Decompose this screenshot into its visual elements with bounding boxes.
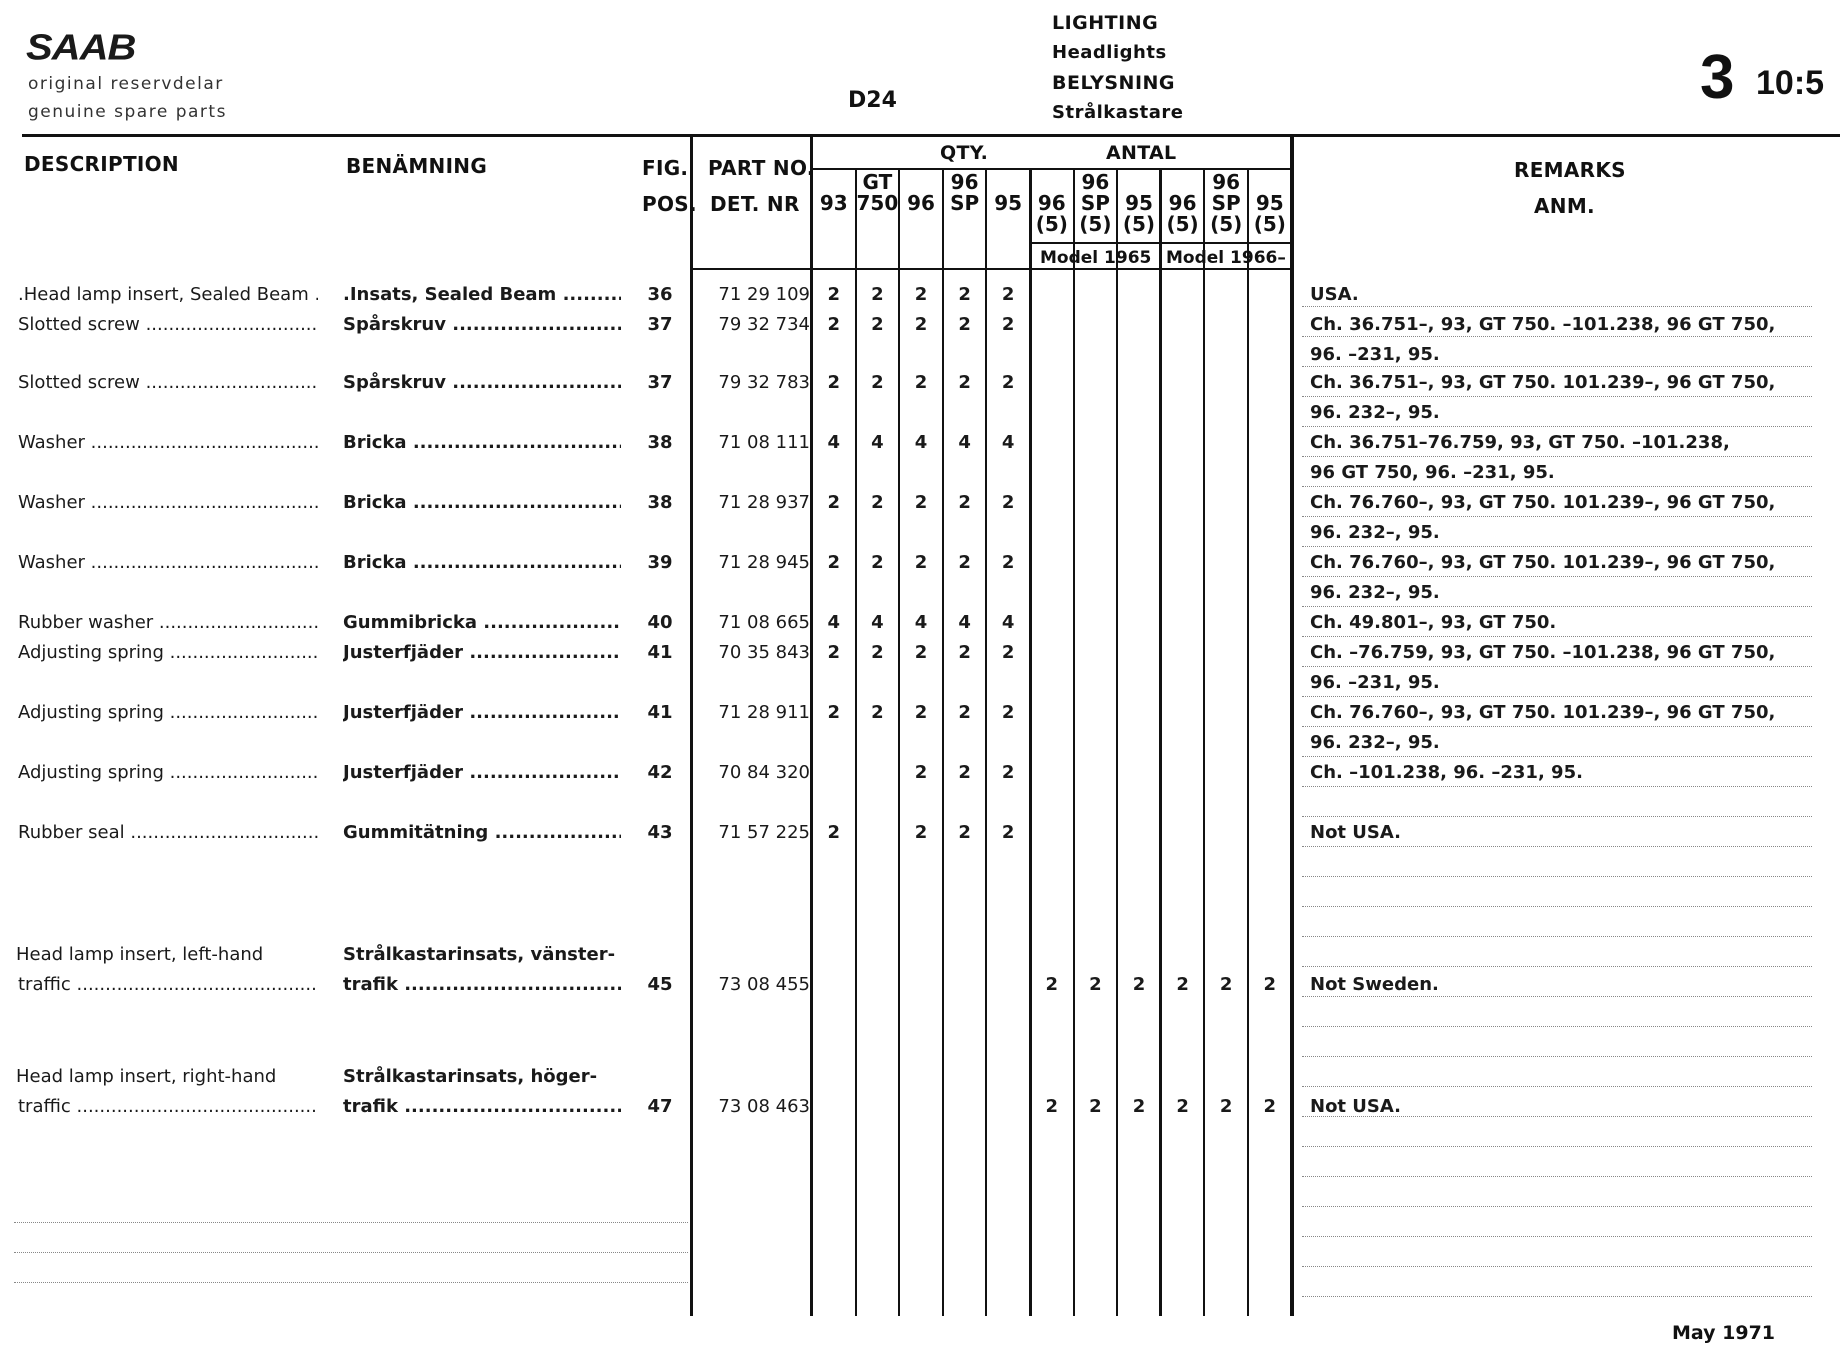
qty-column-header xyxy=(1248,172,1292,235)
subject-belysning: BELYSNING xyxy=(1052,72,1176,94)
row-description: Slotted screw ..... xyxy=(18,372,318,393)
row-description: Head lamp insert, left-hand xyxy=(16,944,264,965)
row-qty: 2 xyxy=(827,314,841,335)
row-part-no: 71 29 109 xyxy=(718,284,810,305)
remarks-guide-line xyxy=(1302,816,1812,817)
row-part-no: 73 08 463 xyxy=(718,1096,810,1117)
qty-column-divider xyxy=(1073,168,1075,1316)
row-qty: 2 xyxy=(914,822,928,843)
row-remark: 96 GT 750, 96. –231, 95. xyxy=(1310,462,1555,483)
remarks-guide-line xyxy=(1302,786,1812,787)
row-remark: Ch. 76.760–, 93, GT 750. 101.239–, 96 GT 750, xyxy=(1310,702,1776,723)
brand-line-2: genuine spare parts xyxy=(28,102,227,122)
row-qty: 2 xyxy=(914,492,928,513)
subject-headlights: Headlights xyxy=(1052,42,1167,63)
row-remark: 96. 232–, 95. xyxy=(1310,732,1440,753)
row-qty: 2 xyxy=(1001,762,1015,783)
row-part-no: 71 08 111 xyxy=(718,432,810,453)
row-benamning: Bricka ..... xyxy=(343,432,621,453)
row-part-no: 70 35 843 xyxy=(718,642,810,663)
row-description: Slotted screw ..... xyxy=(18,314,318,335)
row-description: Rubber seal ..... xyxy=(18,822,318,843)
qty-column-header xyxy=(1204,172,1248,235)
row-qty: 2 xyxy=(871,702,884,723)
row-qty: 2 xyxy=(1001,552,1015,573)
row-part-no: 79 32 734 xyxy=(718,314,810,335)
row-qty: 2 xyxy=(1001,314,1015,335)
qty-column-divider xyxy=(898,168,900,1316)
col-antal: ANTAL xyxy=(1106,142,1177,164)
row-benamning: Strålkastarinsats, höger- xyxy=(343,1066,598,1087)
row-qty: 2 xyxy=(958,492,971,513)
row-qty: 2 xyxy=(871,314,884,335)
row-fig-pos: 38 xyxy=(647,432,673,453)
row-fig-pos: 38 xyxy=(647,492,673,513)
row-qty: 4 xyxy=(914,432,928,453)
row-benamning: Gummibricka ..... xyxy=(343,612,621,633)
col-det-nr: DET. NR xyxy=(710,192,800,216)
qty-header-top xyxy=(1248,172,1292,193)
qty-header-top xyxy=(812,172,856,193)
model-code: D24 xyxy=(848,88,897,113)
qty-column-header xyxy=(943,172,987,214)
qty-column-divider xyxy=(985,168,987,1316)
row-qty: 2 xyxy=(914,314,928,335)
row-qty: 2 xyxy=(1132,974,1146,995)
remarks-guide-line xyxy=(1302,696,1812,697)
row-qty: 2 xyxy=(1089,974,1102,995)
row-qty: 2 xyxy=(1045,974,1059,995)
remarks-guide-line xyxy=(1302,1206,1812,1207)
qty-header-bottom: 96 xyxy=(907,191,935,215)
row-qty: 2 xyxy=(914,642,928,663)
col-benamning: BENÄMNING xyxy=(346,154,488,178)
qty-header-top xyxy=(1117,172,1161,193)
row-qty: 2 xyxy=(914,284,928,305)
qty-header-bottom: 95 xyxy=(1255,191,1284,215)
qty-header-sub: (5) xyxy=(1122,212,1156,236)
row-benamning: Spårskruv ..... xyxy=(343,314,621,335)
remarks-guide-line xyxy=(1302,1086,1812,1087)
row-qty: 2 xyxy=(1045,1096,1059,1117)
row-remark: 96. –231, 95. xyxy=(1310,672,1440,693)
row-qty: 4 xyxy=(914,612,928,633)
row-part-no: 79 32 783 xyxy=(718,372,810,393)
row-qty: 2 xyxy=(958,284,971,305)
row-description: Head lamp insert, right-hand xyxy=(16,1066,277,1087)
remarks-guide-line xyxy=(1302,756,1812,757)
row-remark: Ch. –76.759, 93, GT 750. –101.238, 96 GT 750, xyxy=(1310,642,1776,663)
row-qty: 2 xyxy=(827,492,841,513)
row-qty: 2 xyxy=(958,552,971,573)
subject-lighting: LIGHTING xyxy=(1052,12,1159,34)
row-fig-pos: 40 xyxy=(647,612,673,633)
row-description: Adjusting spring ..... xyxy=(18,642,318,663)
row-remark: Not USA. xyxy=(1310,822,1401,843)
qty-header-top xyxy=(1161,172,1205,193)
remarks-guide-line xyxy=(1302,306,1812,307)
qty-column-divider xyxy=(1029,168,1032,1316)
qty-header-bottom: 96 xyxy=(1168,191,1197,215)
row-remark: Not Sweden. xyxy=(1310,974,1439,995)
row-fig-pos: 41 xyxy=(647,642,673,663)
row-qty: 2 xyxy=(827,372,841,393)
row-benamning: Justerfjäder ..... xyxy=(343,762,621,783)
row-remark: USA. xyxy=(1310,284,1359,305)
qty-header-bottom: 95 xyxy=(1125,191,1153,215)
remarks-guide-line xyxy=(1302,546,1812,547)
brand-line-1: original reservdelar xyxy=(28,74,224,94)
qty-header-top: 96 xyxy=(950,170,979,194)
remarks-guide-line xyxy=(1302,486,1812,487)
row-qty: 2 xyxy=(958,314,971,335)
part-qty-divider xyxy=(810,136,813,1316)
row-qty: 2 xyxy=(1219,1096,1233,1117)
row-benamning: Gummitätning ..... xyxy=(343,822,621,843)
row-benamning: Justerfjäder ..... xyxy=(343,702,621,723)
remarks-guide-line xyxy=(1302,576,1812,577)
row-description: Washer ..... xyxy=(18,492,318,513)
qty-header-top: 96 xyxy=(1081,170,1110,194)
column-head-bottom-rule xyxy=(692,268,1292,270)
row-qty: 2 xyxy=(1001,492,1015,513)
row-qty: 2 xyxy=(1001,642,1015,663)
qty-column-header xyxy=(1074,172,1118,235)
row-remark: Ch. 76.760–, 93, GT 750. 101.239–, 96 GT 750, xyxy=(1310,492,1776,513)
remarks-guide-line xyxy=(1302,1116,1812,1117)
remarks-guide-line xyxy=(1302,1266,1812,1267)
remarks-guide-line xyxy=(1302,1236,1812,1237)
row-qty: 2 xyxy=(1176,974,1189,995)
row-description: Rubber washer ..... xyxy=(18,612,318,633)
row-qty: 2 xyxy=(1001,372,1015,393)
row-qty: 4 xyxy=(871,432,884,453)
remarks-guide-line xyxy=(1302,1056,1812,1057)
row-remark: 96. 232–, 95. xyxy=(1310,522,1440,543)
row-fig-pos: 36 xyxy=(647,284,673,305)
qty-header-sub: (5) xyxy=(1253,212,1286,236)
qty-column-header xyxy=(1161,172,1205,235)
row-fig-pos: 45 xyxy=(647,974,673,995)
row-qty: 2 xyxy=(871,372,884,393)
qty-header-top xyxy=(1030,172,1074,193)
qty-header-top: GT xyxy=(862,170,893,194)
row-qty: 2 xyxy=(958,372,971,393)
qty-header-bottom: SP xyxy=(1211,191,1241,215)
row-qty: 2 xyxy=(1219,974,1233,995)
col-remarks: REMARKS xyxy=(1514,158,1626,182)
row-benamning-cont: trafik ..... xyxy=(343,1096,621,1117)
qty-column-divider xyxy=(1247,168,1249,1316)
model-1966-label: Model 1966– xyxy=(1166,248,1286,268)
qty-header-bottom: 95 xyxy=(994,191,1023,215)
remarks-guide-line xyxy=(1302,456,1812,457)
row-benamning: Strålkastarinsats, vänster- xyxy=(343,944,616,965)
row-part-no: 71 28 937 xyxy=(718,492,810,513)
qty-column-header xyxy=(856,172,900,214)
remarks-guide-line xyxy=(1302,396,1812,397)
section-subnumber: 10:5 xyxy=(1756,64,1825,102)
remarks-guide-line xyxy=(1302,426,1812,427)
remarks-guide-line xyxy=(1302,876,1812,877)
col-qty: QTY. xyxy=(940,142,989,164)
section-number: 3 xyxy=(1700,43,1735,112)
row-qty: 2 xyxy=(958,822,971,843)
row-part-no: 71 28 945 xyxy=(718,552,810,573)
qty-header-sub: (5) xyxy=(1035,212,1068,236)
row-description: Adjusting spring ..... xyxy=(18,702,318,723)
qty-header-bottom: SP xyxy=(950,191,980,215)
footer-date: May 1971 xyxy=(1672,1322,1776,1344)
row-description: Washer ..... xyxy=(18,432,318,453)
row-fig-pos: 43 xyxy=(647,822,673,843)
row-fig-pos: 47 xyxy=(647,1096,673,1117)
remarks-guide-line xyxy=(1302,336,1812,337)
row-qty: 4 xyxy=(827,612,841,633)
row-qty: 4 xyxy=(958,432,971,453)
remarks-guide-line xyxy=(1302,1146,1812,1147)
col-anm: ANM. xyxy=(1534,194,1595,218)
row-part-no: 70 84 320 xyxy=(718,762,810,783)
row-qty: 2 xyxy=(914,552,928,573)
row-qty: 2 xyxy=(1089,1096,1102,1117)
description-guide-line xyxy=(14,1222,688,1223)
remarks-guide-line xyxy=(1302,516,1812,517)
row-qty: 2 xyxy=(1263,974,1277,995)
col-part-no: PART NO. xyxy=(708,156,815,180)
qty-header-sub: (5) xyxy=(1166,212,1199,236)
remarks-guide-line xyxy=(1302,966,1812,967)
qty-column-divider xyxy=(855,168,857,1316)
qty-header-top xyxy=(899,172,943,193)
qty-header-bottom: 750 xyxy=(856,191,899,215)
row-qty: 4 xyxy=(871,612,884,633)
row-description-cont: traffic ..... xyxy=(18,1096,318,1117)
row-part-no: 73 08 455 xyxy=(718,974,810,995)
row-fig-pos: 37 xyxy=(647,372,673,393)
remarks-guide-line xyxy=(1302,846,1812,847)
qty-header-bottom: SP xyxy=(1080,191,1110,215)
row-qty: 2 xyxy=(871,552,884,573)
qty-column-divider xyxy=(1116,168,1118,1316)
row-qty: 2 xyxy=(827,702,841,723)
fig-part-divider xyxy=(690,136,693,1316)
qty-header-sub: (5) xyxy=(1079,212,1112,236)
row-qty: 4 xyxy=(958,612,971,633)
row-description: .Head lamp insert, Sealed Beam ..... xyxy=(18,284,318,305)
model-1965-label: Model 1965 xyxy=(1040,248,1152,268)
row-remark: Ch. 49.801–, 93, GT 750. xyxy=(1310,612,1557,633)
row-qty: 2 xyxy=(827,552,841,573)
saab-logo: SAAB xyxy=(26,28,136,68)
row-qty: 4 xyxy=(827,432,841,453)
row-qty: 2 xyxy=(1001,822,1015,843)
qty-column-divider xyxy=(1203,168,1205,1316)
row-benamning: Bricka ..... xyxy=(343,492,621,513)
col-pos: POS. xyxy=(642,192,697,216)
row-fig-pos: 39 xyxy=(647,552,673,573)
row-qty: 2 xyxy=(958,642,971,663)
qty-header-bottom: 96 xyxy=(1037,191,1066,215)
description-guide-line xyxy=(14,1252,688,1253)
remarks-guide-line xyxy=(1302,936,1812,937)
row-qty: 2 xyxy=(914,702,928,723)
row-description: Adjusting spring ..... xyxy=(18,762,318,783)
qty-header-top: 96 xyxy=(1212,170,1241,194)
row-fig-pos: 37 xyxy=(647,314,673,335)
row-fig-pos: 41 xyxy=(647,702,673,723)
row-qty: 4 xyxy=(1001,432,1015,453)
row-fig-pos: 42 xyxy=(647,762,673,783)
row-remark: Not USA. xyxy=(1310,1096,1401,1117)
row-qty: 2 xyxy=(958,762,971,783)
row-remark: Ch. 36.751–76.759, 93, GT 750. –101.238, xyxy=(1310,432,1730,453)
row-benamning: Spårskruv ..... xyxy=(343,372,621,393)
qty-remarks-divider xyxy=(1290,136,1294,1316)
row-benamning: Bricka ..... xyxy=(343,552,621,573)
row-remark: 96. 232–, 95. xyxy=(1310,582,1440,603)
row-part-no: 71 57 225 xyxy=(718,822,810,843)
qty-header-bottom: 93 xyxy=(819,191,848,215)
qty-column-header xyxy=(1030,172,1074,235)
row-qty: 4 xyxy=(1001,612,1015,633)
subject-stralkastare: Strålkastare xyxy=(1052,102,1184,123)
row-part-no: 71 08 665 xyxy=(718,612,810,633)
row-remark: Ch. 36.751–, 93, GT 750. –101.238, 96 GT 750, xyxy=(1310,314,1776,335)
remarks-guide-line xyxy=(1302,1176,1812,1177)
row-remark: 96. 232–, 95. xyxy=(1310,402,1440,423)
row-qty: 2 xyxy=(827,642,841,663)
row-qty: 2 xyxy=(1132,1096,1146,1117)
row-remark: Ch. –101.238, 96. –231, 95. xyxy=(1310,762,1583,783)
qty-column-header xyxy=(899,172,943,214)
remarks-guide-line xyxy=(1302,1296,1812,1297)
row-qty: 2 xyxy=(871,492,884,513)
row-qty: 2 xyxy=(958,702,971,723)
row-qty: 2 xyxy=(1001,702,1015,723)
row-description-cont: traffic ..... xyxy=(18,974,318,995)
row-part-no: 71 28 911 xyxy=(718,702,810,723)
description-guide-line xyxy=(14,1282,688,1283)
qty-header-top xyxy=(986,172,1030,193)
row-benamning-cont: trafik ..... xyxy=(343,974,621,995)
row-qty: 2 xyxy=(1263,1096,1277,1117)
qty-column-divider xyxy=(942,168,944,1316)
row-qty: 2 xyxy=(827,284,841,305)
remarks-guide-line xyxy=(1302,636,1812,637)
qty-column-header xyxy=(812,172,856,214)
qty-header-sub: (5) xyxy=(1210,212,1243,236)
remarks-guide-line xyxy=(1302,1026,1812,1027)
row-qty: 2 xyxy=(914,762,928,783)
row-qty: 2 xyxy=(1176,1096,1189,1117)
row-qty: 2 xyxy=(827,822,841,843)
remarks-guide-line xyxy=(1302,606,1812,607)
row-description: Washer ..... xyxy=(18,552,318,573)
remarks-guide-line xyxy=(1302,906,1812,907)
qty-column-header xyxy=(1117,172,1161,235)
row-qty: 2 xyxy=(871,642,884,663)
qty-column-divider xyxy=(1159,168,1162,1316)
row-qty: 2 xyxy=(1001,284,1015,305)
col-fig: FIG. xyxy=(642,156,689,180)
remarks-guide-line xyxy=(1302,726,1812,727)
row-qty: 2 xyxy=(914,372,928,393)
col-description: DESCRIPTION xyxy=(24,152,179,176)
row-benamning: Justerfjäder ..... xyxy=(343,642,621,663)
row-benamning: .Insats, Sealed Beam ..... xyxy=(343,284,621,305)
row-remark: Ch. 36.751–, 93, GT 750. 101.239–, 96 GT 750, xyxy=(1310,372,1776,393)
remarks-guide-line xyxy=(1302,666,1812,667)
row-remark: 96. –231, 95. xyxy=(1310,344,1440,365)
row-qty: 2 xyxy=(871,284,884,305)
remarks-guide-line xyxy=(1302,366,1812,367)
header-rule xyxy=(22,134,1840,137)
remarks-guide-line xyxy=(1302,996,1812,997)
row-remark: Ch. 76.760–, 93, GT 750. 101.239–, 96 GT 750, xyxy=(1310,552,1776,573)
qty-column-header xyxy=(986,172,1030,214)
